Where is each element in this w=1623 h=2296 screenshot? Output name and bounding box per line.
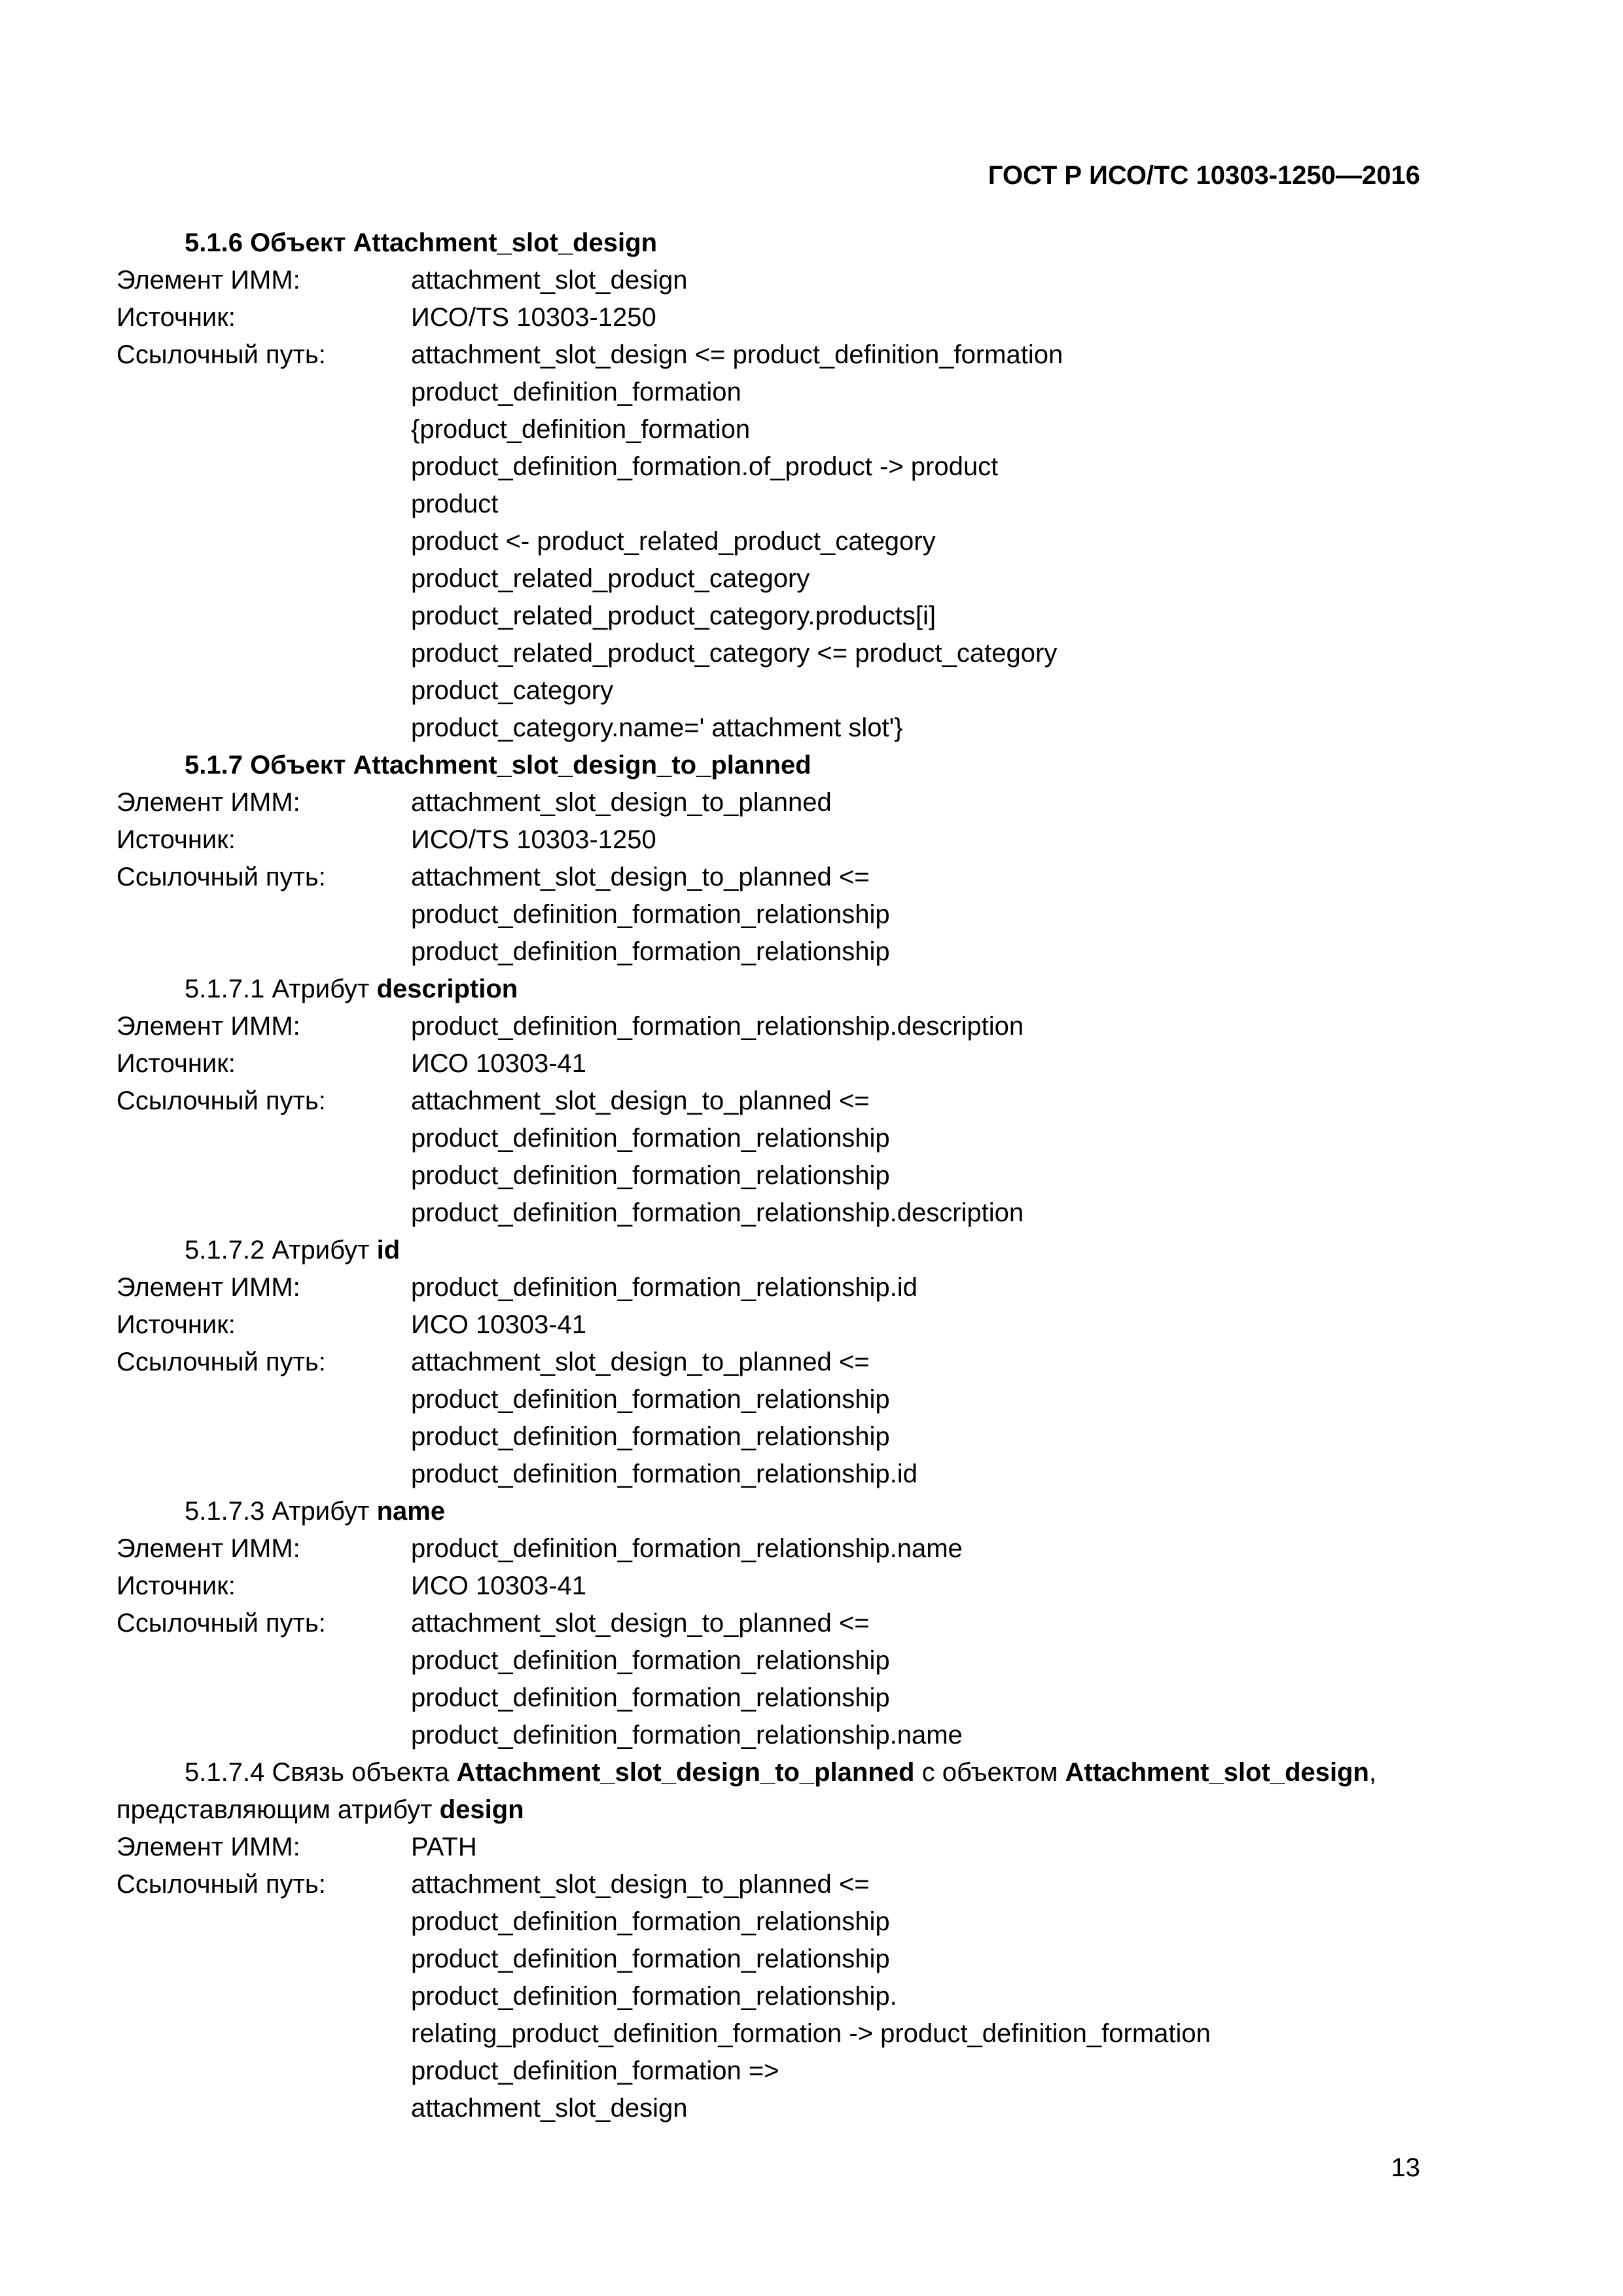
field-value [411, 299, 1420, 336]
value-line: ИСО 10303-41 [411, 1049, 587, 1078]
value-line: relating_product_definition_formation -> product_definition_formation [411, 2019, 1211, 2048]
field-row [116, 1083, 1420, 1232]
field-row [116, 1829, 1420, 1866]
value-line: product_definition_formation_relationship [411, 1945, 890, 1973]
value-line: product_category.name=' attachment slot'} [411, 713, 903, 742]
value-line: product_definition_formation_relationship.description [411, 1012, 1024, 1041]
section-heading [116, 1232, 1420, 1269]
field-label: Источник: [116, 303, 236, 332]
value-line: product_related_product_category <= product_category [411, 639, 1058, 668]
field-value [411, 1083, 1420, 1232]
field-label: Элемент ИММ: [116, 1012, 300, 1041]
field-row [116, 299, 1420, 336]
value-line: product [411, 490, 499, 518]
field-value [411, 784, 1420, 821]
field-value [411, 1269, 1420, 1306]
value-line: product_definition_formation_relationship [411, 1683, 890, 1712]
field-value [411, 1568, 1420, 1605]
field-value [411, 1866, 1420, 2127]
value-line: attachment_slot_design_to_planned <= [411, 1348, 870, 1376]
value-line: ИСО 10303-41 [411, 1310, 587, 1339]
value-line: product_definition_formation_relationship.name [411, 1534, 963, 1563]
heading-segment: 5.1.6 Объект Attachment_slot_design [185, 228, 658, 257]
heading-segment: name [376, 1497, 446, 1526]
value-line: product_definition_formation_relationship.name [411, 1721, 963, 1749]
value-line: product_related_product_category.products[i] [411, 601, 936, 630]
field-row [116, 1344, 1420, 1493]
heading-segment: 5.1.7.1 Атрибут [185, 975, 377, 1003]
value-line: attachment_slot_design <= product_definition_formation [411, 340, 1063, 369]
field-row [116, 1045, 1420, 1083]
value-line: attachment_slot_design_to_planned <= [411, 1609, 870, 1638]
value-line: product_definition_formation_relationship. [411, 1982, 897, 2011]
field-label: Элемент ИММ: [116, 1273, 300, 1302]
value-line: PATH [411, 1833, 477, 1861]
value-line: attachment_slot_design [411, 2094, 688, 2123]
field-label: Источник: [116, 1571, 236, 1600]
field-label: Ссылочный путь: [116, 863, 326, 891]
field-row [116, 1866, 1420, 2127]
field-value [411, 1530, 1420, 1568]
field-label: Источник: [116, 1310, 236, 1339]
value-line: ИСО 10303-41 [411, 1571, 587, 1600]
value-line: product_related_product_category [411, 564, 810, 593]
field-row [116, 859, 1420, 971]
field-label: Ссылочный путь: [116, 1348, 326, 1376]
page-number: 13 [1391, 2153, 1420, 2182]
field-row [116, 1306, 1420, 1344]
heading-segment: Attachment_slot_design_to_planned [456, 1758, 915, 1787]
field-value [411, 336, 1420, 747]
value-line: attachment_slot_design [411, 266, 688, 295]
heading-segment: 5.1.7.4 Связь объекта [185, 1758, 457, 1787]
value-line: ИСО/TS 10303-1250 [411, 825, 656, 854]
field-label: Элемент ИММ: [116, 788, 300, 817]
field-label: Источник: [116, 1049, 236, 1078]
value-line: product_definition_formation_relationship.id [411, 1273, 918, 1302]
field-value [411, 1605, 1420, 1754]
field-value [411, 1045, 1420, 1083]
value-line: product_definition_formation_relationship [411, 1646, 890, 1675]
field-value [411, 1344, 1420, 1493]
field-label: Элемент ИММ: [116, 1833, 300, 1861]
value-line: product_definition_formation [411, 378, 741, 406]
field-row [116, 821, 1420, 859]
document-header: ГОСТ Р ИСО/ТС 10303-1250—2016 [988, 161, 1420, 190]
value-line: attachment_slot_design_to_planned [411, 788, 832, 817]
heading-segment: design [439, 1795, 524, 1824]
field-label: Источник: [116, 825, 236, 854]
field-row [116, 1605, 1420, 1754]
field-label: Ссылочный путь: [116, 340, 326, 369]
field-row [116, 262, 1420, 299]
heading-segment: Attachment_slot_design [1065, 1758, 1369, 1787]
heading-segment: description [376, 975, 518, 1003]
field-label: Элемент ИММ: [116, 1534, 300, 1563]
heading-segment: 5.1.7.3 Атрибут [185, 1497, 377, 1526]
document-body [116, 224, 1420, 2127]
field-value [411, 821, 1420, 859]
heading-segment: с объектом [914, 1758, 1065, 1787]
value-line: attachment_slot_design_to_planned <= [411, 1870, 870, 1899]
field-value [411, 859, 1420, 971]
value-line: product_definition_formation_relationship [411, 1161, 890, 1190]
value-line: product_definition_formation_relationship [411, 1907, 890, 1936]
field-label: Ссылочный путь: [116, 1609, 326, 1638]
value-line: attachment_slot_design_to_planned <= [411, 1086, 870, 1115]
value-line: product_definition_formation => [411, 2056, 779, 2085]
value-line: product_definition_formation_relationship.id [411, 1460, 918, 1488]
value-line: product_definition_formation_relationship [411, 937, 890, 966]
value-line: product_definition_formation_relationship [411, 1124, 890, 1153]
field-label: Ссылочный путь: [116, 1086, 326, 1115]
field-label: Элемент ИММ: [116, 266, 300, 295]
value-line: ИСО/TS 10303-1250 [411, 303, 656, 332]
section-heading [116, 1493, 1420, 1530]
heading-segment: 5.1.7 Объект Attachment_slot_design_to_planned [185, 751, 812, 780]
value-line: product_definition_formation_relationship [411, 900, 890, 929]
value-line: {product_definition_formation [411, 415, 751, 444]
value-line: product <- product_related_product_category [411, 527, 936, 556]
field-row [116, 1530, 1420, 1568]
heading-segment: 5.1.7.2 Атрибут [185, 1236, 377, 1265]
field-row [116, 1568, 1420, 1605]
section-heading [116, 224, 1420, 262]
value-line: attachment_slot_design_to_planned <= [411, 863, 870, 891]
value-line: product_definition_formation_relationship [411, 1422, 890, 1451]
field-value [411, 1008, 1420, 1045]
field-row [116, 1008, 1420, 1045]
section-heading [116, 747, 1420, 784]
section-heading [116, 971, 1420, 1008]
value-line: product_definition_formation.of_product -> product [411, 452, 999, 481]
value-line: product_definition_formation_relationship.description [411, 1198, 1024, 1227]
field-value [411, 262, 1420, 299]
heading-segment: id [376, 1236, 401, 1265]
value-line: product_category [411, 676, 614, 705]
field-value [411, 1306, 1420, 1344]
field-row [116, 1269, 1420, 1306]
value-line: product_definition_formation_relationship [411, 1385, 890, 1414]
field-value [411, 1829, 1420, 1866]
field-row [116, 336, 1420, 747]
heading-segment: , представляющим атрибут [116, 1758, 1377, 1824]
field-row [116, 784, 1420, 821]
section-heading [116, 1754, 1420, 1829]
field-label: Ссылочный путь: [116, 1870, 326, 1899]
